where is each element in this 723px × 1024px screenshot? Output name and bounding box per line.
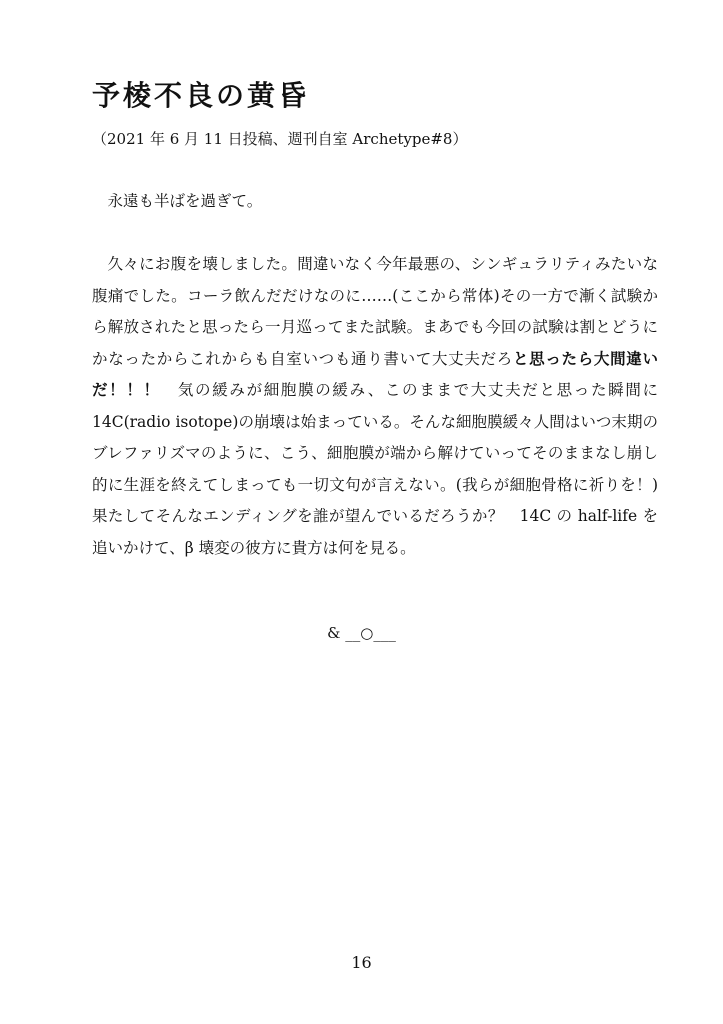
post-info: （2021 年 6 月 11 日投稿、週刊自室 Archetype#8） [92, 130, 468, 148]
article-body [92, 186, 658, 564]
page-title: 予棱不良の黄昏 [92, 79, 310, 112]
page-number: 16 [351, 953, 372, 972]
paragraph-main [92, 249, 658, 564]
emphasis-text: と思ったら大間違いだ！！！ [92, 349, 658, 399]
paragraph-intro: 永遠も半ばを過ぎて。 [107, 192, 263, 210]
paragraph-main-continuation: 気の緩みが細胞膜の緩み、このままで大丈夫だと思った瞬間に 14C(radio isotope)の崩壊は始まっている。そんな細胞膜緩々人間はいつ末期のブレファリズマのように、こう、細胞膜が端から解けていってそのままなし崩し的に生涯を終えてしまっても一切文句が言えない。(我らが細胞骨格に祈りを！)果たしてそんなエンディングを誰が望んでいるだろうか？ 14C の half-life を追いかけて、β 壊変の彼方に貴方は何を見る。 [92, 381, 658, 557]
author-signature: & __○___ [327, 624, 396, 642]
paragraph-main-text: 久々にお腹を壊しました。間違いなく今年最悪の、シンギュラリティみたいな腹痛でした。コーラ飲んだだけなのに……(ここから常体)その一方で漸く試験から解放されたと思ったら一月巡ってまた試験。まあでも今回の試験は割とどうにかなったからこれからも自室いつも通り書いて大丈夫だろ [92, 255, 658, 368]
